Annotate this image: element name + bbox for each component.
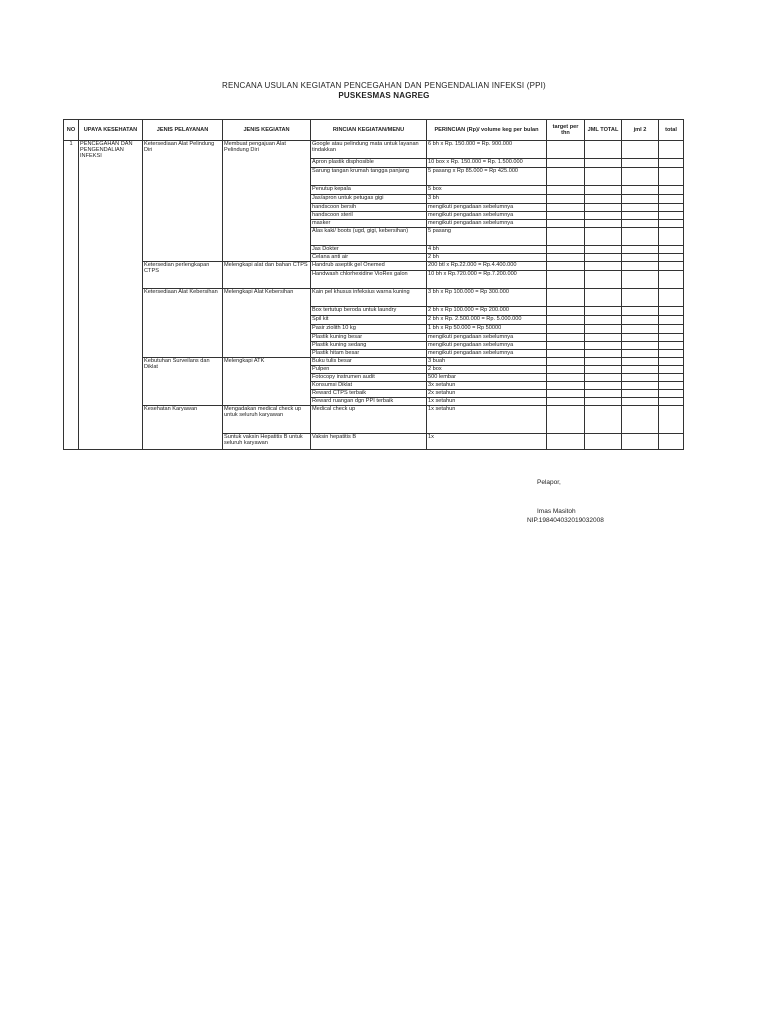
cell-rincian: Vaksin hepatitis B — [311, 434, 427, 450]
cell-perincian: 1 bh x Rp 50.000 = Rp 50000 — [427, 325, 547, 334]
cell-rincian: masker — [311, 220, 427, 228]
cell-perincian: 2 bh x Rp 100.000 = Rp 200.000 — [427, 307, 547, 316]
cell-rincian: Google atau pelindung mata untuk layanan tindakkan — [311, 141, 427, 159]
cell-perincian: 6 bh x Rp. 150.000 = Rp. 900.000 — [427, 141, 547, 159]
signature-nip: NIP.198404032019032008 — [527, 517, 604, 524]
signature-name: Imas Masitoh — [537, 508, 576, 515]
cell-pelayanan: Ketersediaan Alat Kebersihan — [143, 289, 223, 358]
cell-kegiatan: Melengkapi alat dan bahan CTPS — [223, 262, 311, 289]
cell-perincian: 4 bh — [427, 246, 547, 254]
cell-rincian: Reward CTPS terbaik — [311, 390, 427, 398]
cell-kegiatan: Melengkapi ATK — [223, 358, 311, 406]
cell-perincian: mengikuti pengadaan sebelumnya — [427, 334, 547, 342]
document-title: RENCANA USULAN KEGIATAN PENCEGAHAN DAN PENGENDALIAN INFEKSI (PPI) — [222, 81, 546, 90]
cell-perincian: 5 box — [427, 186, 547, 195]
cell-perincian: 1x setahun — [427, 398, 547, 406]
cell-rincian: Fotocopy instrumen audit — [311, 374, 427, 382]
cell-perincian: 3x setahun — [427, 382, 547, 390]
header-pelayanan: JENIS PELAYANAN — [143, 120, 223, 141]
header-jml2: jml 2 — [622, 120, 659, 141]
cell-perincian: 5 pasang x Rp 85.000 = Rp 425.000 — [427, 168, 547, 186]
document-subtitle: PUSKESMAS NAGREG — [338, 91, 430, 100]
cell-perincian: mengikuti pengadaan sebelumnya — [427, 204, 547, 212]
cell-kegiatan: Suntuk vaksin Hepatitis B untuk seluruh karyawan — [223, 434, 311, 450]
header-target: target per thn — [547, 120, 585, 141]
cell-kegiatan: Melengkapi Alat Kebersihan — [223, 289, 311, 358]
cell-perincian: 5 pasang — [427, 228, 547, 246]
cell-rincian: Jas Dokter — [311, 246, 427, 254]
cell-rincian: Apron plastik disphosible — [311, 159, 427, 168]
cell-upaya: PENCEGAHAN DAN PENGENDALIAN INFEKSI — [79, 141, 143, 450]
cell-rincian: Jas/apron untuk petugas gigi — [311, 195, 427, 204]
cell-perincian: mengikuti pengadaan sebelumnya — [427, 220, 547, 228]
cell-rincian: Handrub aseptik gel Onemed — [311, 262, 427, 271]
cell-rincian: Plastik kuning besar — [311, 334, 427, 342]
cell-perincian: mengikuti pengadaan sebelumnya — [427, 342, 547, 350]
cell-kegiatan: Mengadakan medical check up untuk seluruh karyawan — [223, 406, 311, 434]
header-no: NO — [64, 120, 79, 141]
cell-perincian: 1x — [427, 434, 547, 450]
cell-perincian: 3 bh x Rp 100.000 = Rp 300.000 — [427, 289, 547, 307]
cell-perincian: 3 bh — [427, 195, 547, 204]
table-header-row — [64, 120, 684, 141]
cell-kegiatan: Membuat pengajuan Alat Pelindung Diri — [223, 141, 311, 262]
cell-rincian: Plastik kuning sedang — [311, 342, 427, 350]
header-total: total — [659, 120, 684, 141]
header-perincian: PERINCIAN (Rp)/ volume keg per bulan — [427, 120, 547, 141]
signature-role: Pelapor, — [537, 479, 561, 486]
cell-perincian: mengikuti pengadaan sebelumnya — [427, 212, 547, 220]
header-upaya: UPAYA KESEHATAN — [79, 120, 143, 141]
cell-rincian: handscoon bersih — [311, 204, 427, 212]
cell-rincian: Pulpen — [311, 366, 427, 374]
cell-rincian: Plastik hitam besar — [311, 350, 427, 358]
cell-pelayanan: Kebutuhan Surveilans dan Diklat — [143, 358, 223, 406]
cell-rincian: Spil kit — [311, 316, 427, 325]
header-rincian: RINCIAN KEGIATAN/MENU — [311, 120, 427, 141]
cell-perincian: 2 bh — [427, 254, 547, 262]
cell-rincian: Sarung tangan krumah tangga panjang — [311, 168, 427, 186]
cell-perincian: mengikuti pengadaan sebelumnya — [427, 350, 547, 358]
cell-rincian: Kain pel khusus infeksius warna kuning — [311, 289, 427, 307]
table-row — [64, 358, 684, 366]
cell-perincian: 200 btl x Rp.22.000 = Rp.4.400.000 — [427, 262, 547, 271]
header-jml: JML TOTAL — [585, 120, 622, 141]
cell-pelayanan: Ketersedian perlengkapan CTPS — [143, 262, 223, 289]
cell-rincian: Penutup kepala — [311, 186, 427, 195]
cell-rincian: Box tertutup beroda untuk laundry — [311, 307, 427, 316]
cell-perincian: 2 bh x Rp. 2.500.000 = Rp. 5.000.000 — [427, 316, 547, 325]
cell-rincian: Reward ruangan dgn PPI terbaik — [311, 398, 427, 406]
cell-rincian: Pasir ziolith 10 kg — [311, 325, 427, 334]
cell-perincian: 2x setahun — [427, 390, 547, 398]
table-row — [64, 289, 684, 307]
cell-rincian: Medical check up — [311, 406, 427, 434]
table-row — [64, 406, 684, 434]
table-row — [64, 262, 684, 271]
table-row — [64, 141, 684, 159]
ppi-plan-table — [63, 119, 684, 450]
cell-perincian: 500 lembar — [427, 374, 547, 382]
cell-pelayanan: Ketersediaan Alat Pelindung Diri — [143, 141, 223, 262]
cell-rincian: handscoon steril — [311, 212, 427, 220]
cell-perincian: 1x setahun — [427, 406, 547, 434]
cell-perincian: 3 buah — [427, 358, 547, 366]
cell-pelayanan: Kesehatan Karyawan — [143, 406, 223, 450]
cell-perincian: 10 bh x Rp.720.000 = Rp.7.200.000 — [427, 271, 547, 289]
cell-rincian: Handwash chlorhexidine VioRex galon — [311, 271, 427, 289]
cell-no: 1 — [64, 141, 79, 450]
cell-rincian: Celana anti air — [311, 254, 427, 262]
cell-perincian: 2 box — [427, 366, 547, 374]
cell-rincian: Buku tulis besar — [311, 358, 427, 366]
cell-rincian: Alas kaki/ boots (ugd, gigi, kebersihan) — [311, 228, 427, 246]
cell-perincian: 10 box x Rp. 150.000 = Rp. 1.500.000 — [427, 159, 547, 168]
cell-rincian: Konsumsi Diklat — [311, 382, 427, 390]
header-kegiatan: JENIS KEGIATAN — [223, 120, 311, 141]
